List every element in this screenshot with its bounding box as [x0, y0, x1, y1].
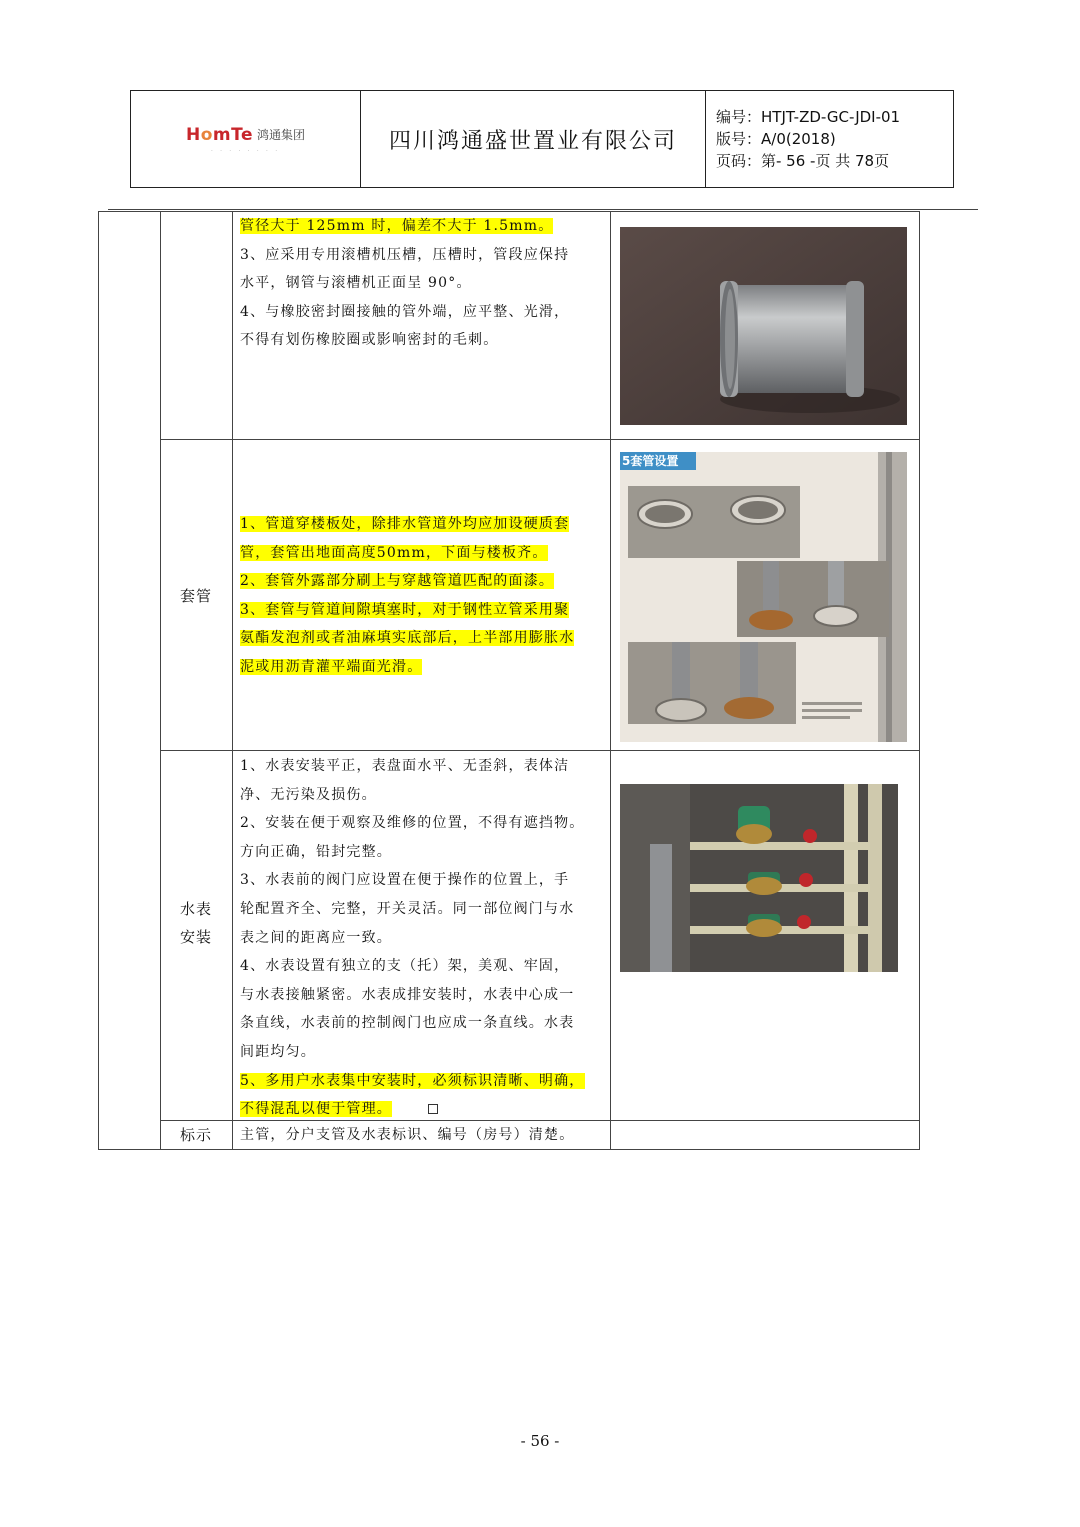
document-version: 版号：A/0(2018)	[716, 130, 836, 148]
highlighted-text: 管径大于 125mm 时，偏差不大于 1.5mm。	[240, 218, 554, 234]
row-label-sleeve: 套管	[179, 587, 212, 605]
grid-line	[160, 212, 161, 1149]
text-line: 3、水表前的阀门应设置在便于操作的位置上，手	[240, 872, 570, 889]
highlighted-text: 1、管道穿楼板处，除排水管道外均应加设硬质套	[240, 516, 570, 532]
grid-line	[610, 212, 611, 1149]
sleeve-setting-photo	[620, 452, 907, 742]
highlighted-text: 氨酯发泡剂或者油麻填实底部后，上半部用膨胀水	[240, 630, 575, 647]
company-title: 四川鸿通盛世置业有限公司	[361, 91, 706, 187]
grid-line	[160, 439, 920, 440]
text-line: 4、水表设置有独立的支（托）架，美观、牢固，	[240, 958, 570, 975]
pipe-grooving-text	[240, 212, 606, 355]
highlighted-text: 2、套管外露部分刷上与穿越管道匹配的面漆。	[240, 573, 555, 590]
marking-text: 主管，分户支管及水表标识、编号（房号）清楚。	[240, 1127, 575, 1143]
text-line: 表之间的距离应一致。	[240, 929, 392, 946]
highlighted-text: 泥或用沥青灌平端面光滑。	[240, 658, 423, 675]
grid-line	[160, 750, 920, 751]
highlighted-text: 不得混乱以便于管理。	[240, 1101, 392, 1118]
checkbox-mark-icon	[428, 1104, 438, 1114]
document-page-info: 页码：第- 56 -页 共 78页	[716, 152, 890, 170]
sleeve-text	[240, 510, 606, 682]
page-number: - 56 -	[520, 1432, 560, 1450]
logo-tagline-decoration: · · · · · · · ·	[211, 147, 280, 154]
header-divider	[108, 209, 978, 210]
text-line: 净、无污染及损伤。	[240, 786, 377, 803]
text-line: 1、水表安装平正，表盘面水平、无歪斜，表体洁	[240, 758, 570, 774]
highlighted-text: 3、套管与管道间隙填塞时，对于钢性立管采用聚	[240, 601, 570, 618]
text-line: 条直线，水表前的控制阀门也应成一条直线。水表	[240, 1015, 575, 1032]
highlighted-text: 5、多用户水表集中安装时，必须标识清晰、明确，	[240, 1072, 585, 1089]
logo-brand: HomTe	[185, 124, 253, 145]
meter-text	[240, 752, 606, 1124]
document-code: 编号：HTJT-ZD-GC-JDⅠ-01	[716, 108, 901, 126]
grid-line	[232, 212, 233, 1149]
text-line: 4、与橡胶密封圈接触的管外端，应平整、光滑，	[240, 303, 570, 320]
row-label-meter	[160, 895, 232, 951]
company-logo	[131, 91, 361, 187]
text-line: 轮配置齐全、完整，开关灵活。同一部位阀门与水	[240, 900, 575, 917]
spec-table	[98, 211, 920, 1150]
label-line: 安装	[179, 928, 212, 946]
text-line: 2、安装在便于观察及维修的位置，不得有遮挡物。	[240, 815, 585, 832]
text-line: 水平，钢管与滚槽机正面呈 90°。	[240, 275, 472, 292]
text-line: 间距均匀。	[240, 1043, 316, 1060]
label-line: 水表	[179, 900, 212, 918]
water-meter-photo	[620, 784, 898, 972]
highlighted-text: 管，套管出地面高度50mm，下面与楼板齐。	[240, 544, 548, 561]
text-line: 方向正确，铅封完整。	[240, 843, 392, 860]
text-line: 不得有划伤橡胶圈或影响密封的毛刺。	[240, 332, 499, 349]
logo-chinese-name: 鸿通集团	[257, 128, 306, 142]
document-meta	[706, 91, 953, 187]
row-label-marking: 标示	[179, 1126, 212, 1144]
text-line: 与水表接触紧密。水表成排安装时，水表中心成一	[240, 986, 575, 1003]
document-header	[130, 90, 954, 188]
photo-banner: 5套管设置	[622, 454, 679, 468]
text-line: 3、应采用专用滚槽机压槽，压槽时，管段应保持	[240, 246, 570, 263]
pipe-coupling-photo	[620, 227, 907, 425]
